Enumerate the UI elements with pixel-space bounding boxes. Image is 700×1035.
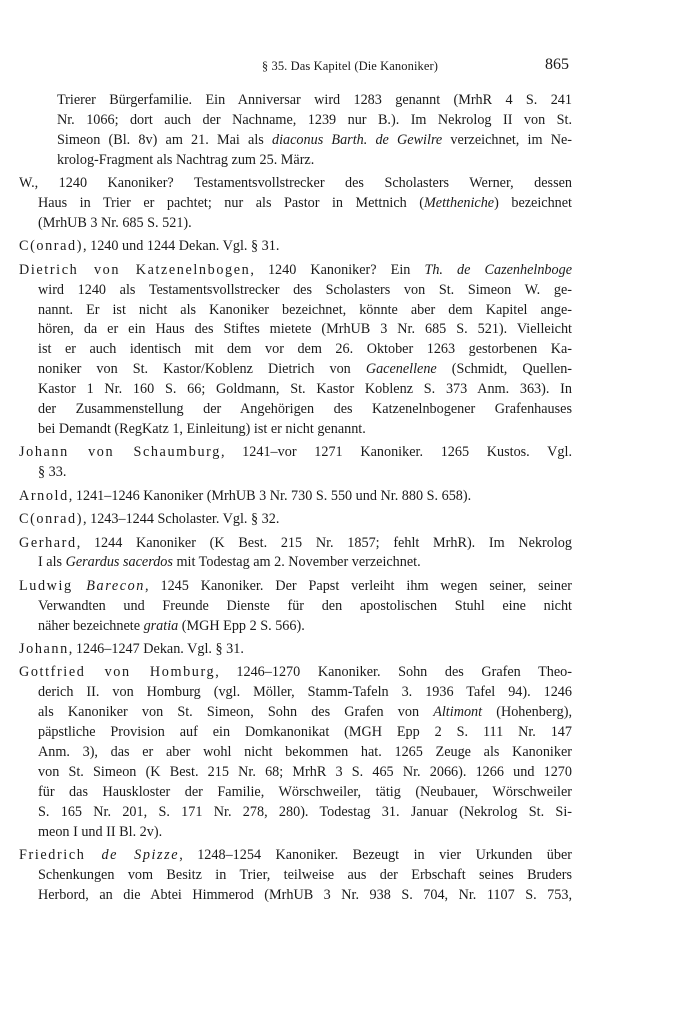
text-line [57, 151, 572, 171]
text-run: Trierer Bürgerfamilie. Ein Anniversar wird 1283 genannt (MrhR 4 S. 241 [57, 92, 572, 108]
text-line [38, 214, 572, 234]
text-run: meon I und II Bl. 2v). [38, 823, 163, 840]
text-line [38, 866, 572, 886]
text-run: derich II. von Homburg (vgl. Möller, Stamm-Tafeln 3. 1936 Tafel 94). 1246 [38, 684, 572, 701]
text-run: Simeon (Bl. 8v) am 21. Mai als [57, 131, 272, 148]
text-run: § 33. [38, 464, 67, 481]
text-run: Schenkungen vom Besitz in Trier, teilweise aus der Erbschaft seines Bruders [38, 867, 572, 884]
running-title: § 35. Das Kapitel (Die Kanoniker) [261, 59, 439, 73]
text-run: , 1241–vor 1271 Kanoniker. 1265 Kustos. Vgl. [220, 444, 573, 461]
running-header [0, 56, 700, 78]
entry-name: Johann von Schaumburg [19, 444, 221, 461]
text-line [38, 380, 572, 400]
entry-name: C(onrad) [19, 511, 84, 528]
text-run: , 1246–1247 Dekan. Vgl. § 31. [68, 641, 244, 658]
entry-dietrich [19, 261, 573, 440]
entry-name: de Spizze [101, 847, 180, 864]
text-run: ) bezeichnet [494, 195, 572, 212]
entry-trierer [38, 91, 572, 171]
text-run: Anm. 3), das er aber wohl nicht bekommen hat. 1265 Zeuge als Kanoniker [38, 744, 572, 761]
text-run: hören, da er ein Haus des Stiftes mietete (MrhUB 3 Nr. 685 S. 521). Vielleicht [38, 321, 572, 338]
text-run: , 1246–1270 Kanoniker. Sohn des Grafen Theo- [215, 664, 572, 681]
italic-text: gratia [143, 617, 179, 634]
entry-name: Johann [19, 641, 69, 658]
text-line [38, 400, 572, 420]
entry-w [19, 174, 572, 234]
entry-name: Friedrich [19, 847, 102, 864]
text-line [38, 823, 572, 843]
text-line [38, 783, 572, 803]
text-line [57, 131, 572, 151]
text-run: , 1240 und 1244 Dekan. Vgl. § 31. [83, 238, 280, 255]
text-line [38, 723, 572, 743]
text-run: bei Demandt (RegKatz 1, Einleitung) ist er nicht genannt. [38, 421, 366, 437]
text-run: nannt. Er ist nicht als Kanoniker bezeichnet, könnte aber dem Kapitel ange- [38, 301, 572, 318]
text-line [19, 443, 573, 463]
text-run: S. 165 Nr. 201, S. 171 Nr. 278, 280). Todestag 31. Januar (Nekrolog St. Si- [38, 803, 572, 820]
text-run: päpstliche Provision auf ein Domkanonikat (MGH Epp 2 S. 111 Nr. 147 [38, 724, 572, 741]
text-line [38, 617, 572, 637]
italic-text: Gerardus sacerdos [65, 554, 173, 571]
text-run: I als [38, 554, 66, 571]
text-line [19, 846, 572, 866]
text-line [38, 194, 572, 214]
text-line [38, 703, 572, 723]
entry-conrad1 [19, 237, 572, 257]
page-body [19, 91, 573, 909]
text-run: (Hohenberg), [482, 704, 572, 721]
text-line [57, 111, 572, 131]
text-line [57, 91, 572, 111]
entry-name: Arnold [19, 487, 69, 504]
entry-ludwig [19, 577, 572, 637]
text-run: als Kanoniker von St. Simeon, Sohn des Grafen von [38, 704, 434, 721]
text-line [38, 420, 572, 440]
text-line [19, 487, 572, 507]
text-run: (MrhUB 3 Nr. 685 S. 521). [38, 214, 192, 231]
text-line [19, 261, 572, 281]
entry-name: Ludwig [19, 577, 87, 594]
text-line [38, 803, 572, 823]
text-run: krolog-Fragment als Nachtrag zum 25. März. [57, 151, 315, 168]
text-run: , 1240 Kanoniker? Ein [250, 261, 425, 278]
text-line [19, 577, 572, 597]
text-run: , 1248–1254 Kanoniker. Bezeugt in vier Urkunden über [179, 847, 572, 864]
text-run: wird 1240 als Testamentsvollstrecker des Scholasters von St. Simeon W. ge- [38, 281, 572, 298]
text-line [38, 743, 572, 763]
text-line [38, 597, 572, 617]
entry-friedrich [19, 846, 572, 906]
text-line [38, 553, 572, 573]
text-run: mit Todestag am 2. November verzeichnet. [172, 554, 421, 571]
text-line [38, 320, 572, 340]
text-run: W., 1240 Kanoniker? Testamentsvollstrecker des Scholasters Werner, dessen [19, 175, 572, 192]
entry-name: Barecon [86, 577, 146, 594]
text-line [38, 281, 572, 301]
text-run: für das Hauskloster der Familie, Wörschweiler, tätig (Neubauer, Wörschweiler [38, 783, 572, 800]
text-run: Herbord, an die Abtei Himmerod (MrhUB 3 Nr. 938 S. 704, Nr. 1107 S. 753, [38, 886, 572, 903]
text-run: (Schmidt, Quellen- [436, 361, 573, 378]
text-line [38, 463, 572, 483]
text-line [38, 301, 572, 321]
text-line [19, 534, 572, 554]
entry-gerhard [19, 534, 572, 574]
text-line [19, 640, 572, 660]
text-run: Kastor 1 Nr. 160 S. 66; Goldmann, St. Kastor Koblenz S. 373 Anm. 363). In [38, 381, 572, 398]
text-run: , 1241–1246 Kanoniker (MrhUB 3 Nr. 730 S. 550 und Nr. 880 S. 658). [68, 487, 472, 504]
text-line [19, 174, 572, 194]
text-run: näher bezeichnete [38, 617, 144, 634]
entry-name: Gerhard [19, 534, 77, 551]
text-line [19, 510, 572, 530]
text-run: , 1244 Kanoniker (K Best. 215 Nr. 1857; fehlt MrhR). Im Nekrolog [76, 534, 572, 551]
entry-arnold [19, 487, 572, 507]
text-line [19, 663, 572, 683]
text-run: von St. Simeon (K Best. 215 Nr. 68; MrhR 3 S. 465 Nr. 2066). 1266 und 1270 [38, 764, 572, 780]
italic-text: Mettheniche [423, 195, 495, 212]
italic-text: Altimont [433, 704, 483, 721]
entry-johann-schaumburg [19, 443, 573, 483]
text-line [19, 237, 572, 257]
entry-name: C(onrad) [19, 238, 84, 255]
entry-name: Dietrich von Katzenelnbogen [19, 261, 251, 278]
page-number: 865 [545, 56, 569, 73]
text-run: noniker von St. Kastor/Koblenz Dietrich von [38, 361, 366, 378]
text-run: Nr. 1066; dort auch der Nachname, 1239 nur B.). Im Nekrolog II von St. [57, 111, 572, 128]
text-run: der Zusammenstellung der Angehörigen des Katzenelnbogener Grafenhauses [38, 401, 572, 418]
italic-text: Gacenellene [365, 361, 437, 378]
entry-johann2 [19, 640, 572, 660]
text-run: (MGH Epp 2 S. 566). [178, 617, 305, 634]
entry-name: Gottfried von Homburg [19, 664, 216, 681]
text-run: , 1245 Kanoniker. Der Papst verleiht ihm wegen seiner, seiner [145, 577, 572, 594]
text-line [38, 340, 572, 360]
text-run: Haus in Trier er pachtet; nur als Pastor in Mettnich ( [38, 195, 424, 212]
text-run: ist er auch identisch mit dem vor dem 26. Oktober 1263 gestorbenen Ka- [38, 341, 572, 358]
text-line [38, 683, 572, 703]
text-run: Verwandten und Freunde Dienste für den apostolischen Stuhl eine nicht [38, 597, 572, 614]
text-line [38, 886, 572, 906]
text-run: verzeichnet, im Ne- [442, 131, 572, 148]
italic-text: diaconus Barth. de Gewilre [271, 131, 443, 148]
text-line [38, 763, 572, 783]
text-run: , 1243–1244 Scholaster. Vgl. § 32. [83, 511, 280, 528]
italic-text: Th. de Cazenhelnboge [424, 261, 572, 278]
entry-gottfried [19, 663, 572, 842]
entry-conrad2 [19, 510, 572, 530]
text-line [38, 360, 573, 380]
